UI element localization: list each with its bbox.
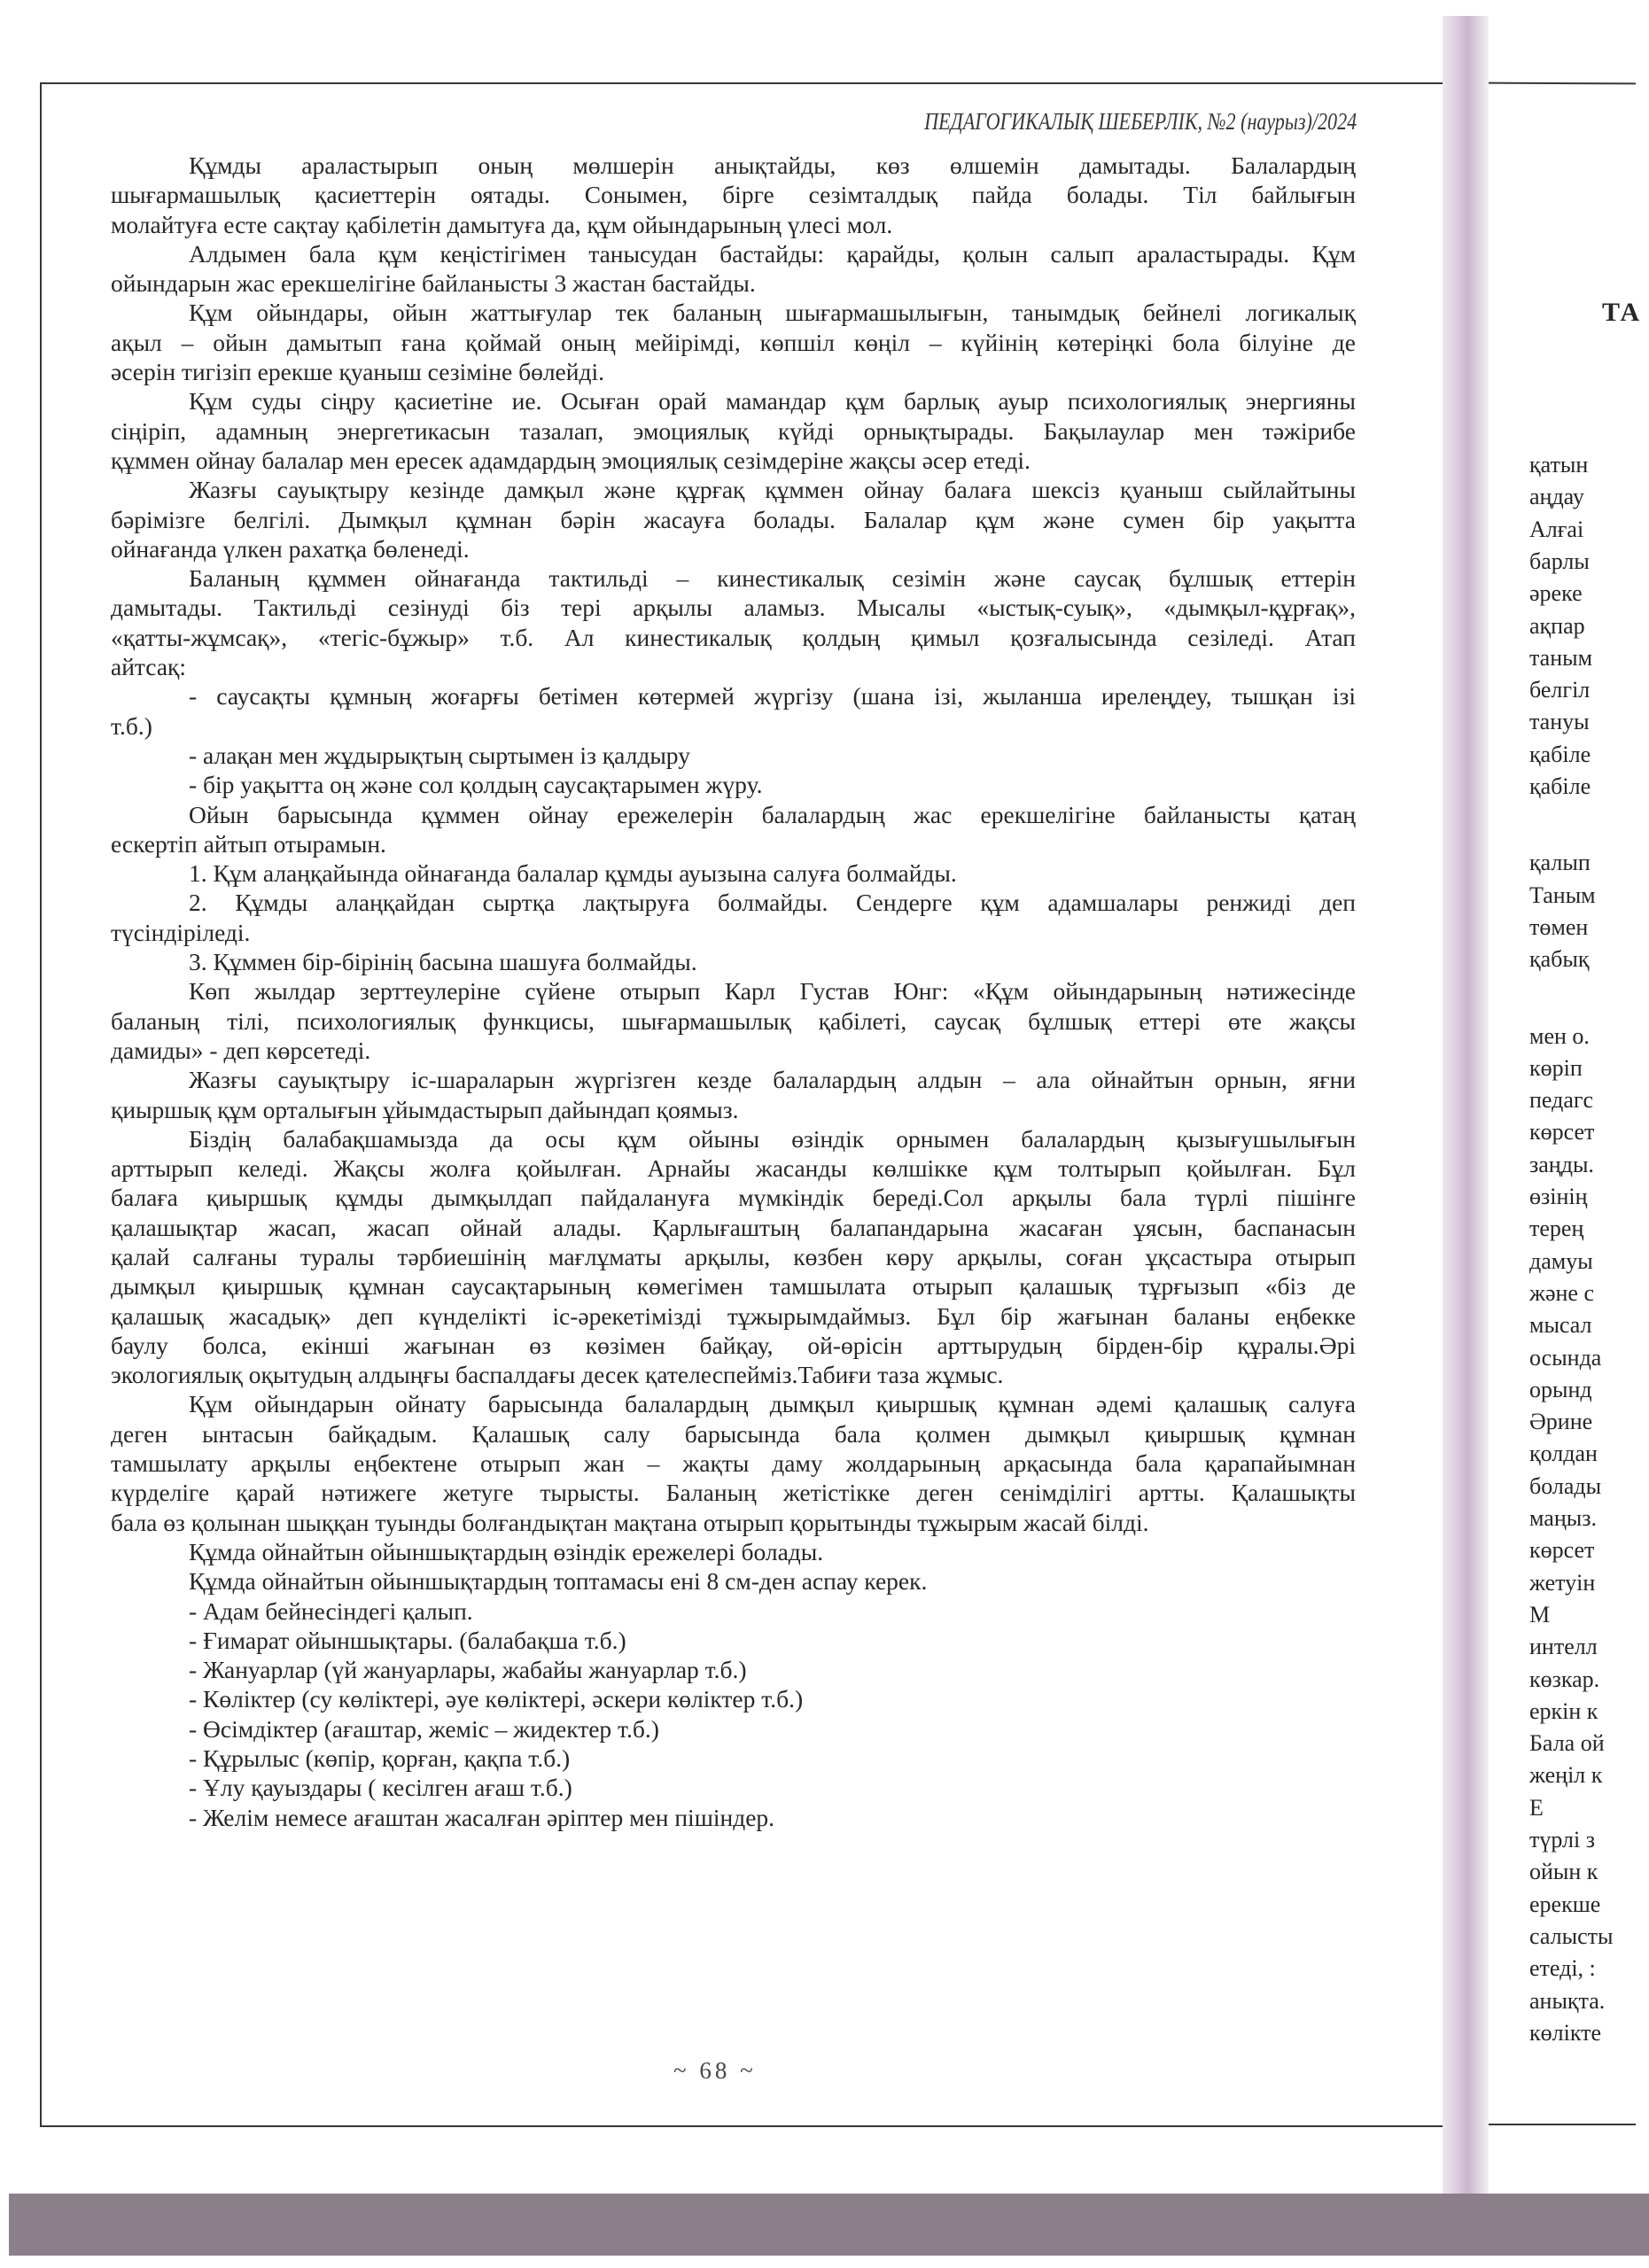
- text-line: Баланың құммен ойнағанда тактильді – кинестикалық сезімін және саусақ бұлшық еттерін: [189, 564, 1356, 593]
- text-line: - бір уақытта оң және сол қолдың саусақтарымен жүру.: [189, 771, 763, 799]
- text-line: қиыршық құм орталығын ұйымдастырып дайындап қоямыз.: [111, 1095, 739, 1123]
- text-line: дамытады. Тактильді сезінуді біз тері арқылы аламыз. Мысалы «ыстық-суық», «дымқыл-құрғақ»,: [111, 594, 1356, 622]
- right-page-line: еркін к: [1529, 1697, 1598, 1724]
- scanner-edge-band: [9, 2194, 1649, 2256]
- right-page-line: жеңіл к: [1529, 1762, 1603, 1789]
- right-page-line: орынд: [1529, 1376, 1592, 1402]
- text-line: 1. Құм алаңқайында ойнағанда балалар құмды ауызына салуға болмайды.: [189, 859, 957, 888]
- right-page-line: қабіле: [1529, 741, 1591, 767]
- text-line: Құм ойындарын ойнату барысында балалардың дымқыл қиыршық құмнан әдемі қалашық салуға: [189, 1390, 1356, 1418]
- text-line: Құмды араластырып оның мөлшерін анықтайды, көз өлшемін дамытады. Балалардың: [189, 151, 1356, 179]
- right-page-line: қабық: [1529, 946, 1590, 973]
- text-line: арттырып келеді. Жақсы жолға қойылған. Арнайы жасанды көлшікке құм толтырып қойылған. Бұл: [111, 1154, 1356, 1183]
- right-page-line: қалып: [1529, 850, 1591, 876]
- right-page-line: интелл: [1529, 1634, 1598, 1660]
- text-line: Алдымен бала құм кеңістігімен танысудан бастайды: қарайды, қолын салып араластырады. Құм: [189, 239, 1356, 268]
- text-line: ойнағанда үлкен рахатқа бөленеді.: [111, 534, 470, 563]
- right-page-line: Е: [1529, 1794, 1544, 1821]
- text-line: Біздің балабақшамызда да осы құм ойыны өзіндік орнымен балалардың қызығушылығын: [189, 1124, 1356, 1153]
- text-line: сіңіріп, адамның энергетикасын тазалап, эмоциялық күйді орнықтырады. Бақылаулар мен тәжірибе: [111, 416, 1356, 445]
- right-page-line: Әрине: [1529, 1409, 1593, 1435]
- right-page-line: мен о.: [1529, 1022, 1590, 1049]
- text-line: - Құрылыс (көпір, қорған, қақпа т.б.): [189, 1744, 571, 1773]
- text-line: Ойын барысында құммен ойнау ережелерін балалардың жас ерекшелігіне байланысты қатаң: [189, 800, 1356, 828]
- article-body: [111, 151, 1356, 1832]
- right-page-line: маңыз.: [1529, 1505, 1597, 1531]
- text-line: - Ұлу қауыздары ( кесілген ағаш т.б.): [189, 1774, 572, 1802]
- text-line: баулу болса, екінші жағынан өз көзімен байқау, ой-өрісін арттырудың бірден-бір құралы.Әрі: [111, 1331, 1356, 1359]
- right-page-line: қатын: [1529, 452, 1589, 478]
- right-page-line: дамуы: [1529, 1247, 1593, 1274]
- right-page-line: әреке: [1529, 580, 1583, 607]
- right-page-line: көрсет: [1529, 1537, 1595, 1564]
- right-page-line: жетуін: [1529, 1569, 1596, 1596]
- text-line: «қатты-жұмсақ», «тегіс-бұжыр» т.б. Ал кинестикалық қолдың қимыл қозғалысында сезіледі. Атап: [111, 623, 1356, 651]
- text-line: ойындарын жас ерекшелігіне байланысты 3 жастан бастайды.: [111, 269, 756, 298]
- text-line: - алақан мен жұдырықтың сыртымен із қалдыру: [189, 741, 690, 769]
- right-page-line: анықта.: [1529, 1987, 1606, 2014]
- text-line: Құм ойындары, ойын жаттығулар тек баланың шығармашылығын, танымдық бейнелі логикалық: [189, 299, 1356, 327]
- right-page-line: ерекше: [1529, 1891, 1601, 1917]
- page-number: ~ 68 ~: [673, 2057, 757, 2084]
- right-page-line: М: [1529, 1601, 1551, 1627]
- right-page-line: таным: [1529, 644, 1593, 671]
- text-line: Құмда ойнайтын ойыншықтардың өзіндік ережелері болады.: [189, 1537, 824, 1565]
- right-page-line: қолдан: [1529, 1441, 1598, 1467]
- right-page-line: осында: [1529, 1344, 1602, 1371]
- text-line: - Ғимарат ойыншықтары. (балабақша т.б.): [189, 1626, 626, 1654]
- book-spine-shadow: [1443, 16, 1489, 2204]
- text-line: экологиялық оқытудың алдыңғы баспалдағы десек қателеспейміз.Табиғи таза жұмыс.: [111, 1361, 1004, 1389]
- right-page-line: тануы: [1529, 709, 1590, 735]
- right-page-line: педагс: [1529, 1087, 1594, 1114]
- running-header: ПЕДАГОГИКАЛЫҚ ШЕБЕРЛІК, №2 (наурыз)/2024: [923, 108, 1357, 135]
- text-line: дымқыл қиыршық құмнан саусақтарының көмегімен тамшылата отырып қалашық тұрғызып «біз де: [111, 1272, 1356, 1301]
- text-line: - Жануарлар (үй жануарлары, жабайы жануарлар т.б.): [189, 1656, 747, 1684]
- text-line: тамшылату арқылы еңбектене отырып жан – жақты даму жолдарының арқасында бала қарапайымнан: [111, 1449, 1356, 1478]
- text-line: баланың тілі, психологиялық функцисы, шығармашылық қабілеті, саусақ бұлшық еттері өте жақсы: [111, 1006, 1356, 1035]
- right-page-line: аңдау: [1529, 484, 1584, 510]
- text-line: Жазғы сауықтыру іс-шараларын жүргізген кезде балалардың алдын – ала ойнайтын орнын, яғни: [189, 1066, 1356, 1094]
- right-page-line: болады: [1529, 1472, 1602, 1499]
- right-page-line: ақпар: [1529, 612, 1585, 639]
- text-line: бәрімізге белгілі. Дымқыл құмнан бәрін жасауға болады. Балалар құм және сумен бір уақытта: [111, 505, 1356, 533]
- right-page-fragment: [1511, 0, 1649, 2188]
- text-line: деген ынтасын байқадым. Қалашық салу барысында бала қолмен дымқыл қиыршық құмнан: [111, 1419, 1356, 1448]
- right-page-line: барлы: [1529, 548, 1590, 574]
- text-line: шығармашылық қасиеттерін оятады. Сонымен, бірге сезімталдық пайда болады. Тіл байлығын: [111, 181, 1356, 209]
- text-line: - Көліктер (су көліктері, әуе көліктері, әскери көліктер т.б.): [189, 1685, 804, 1713]
- text-line: Құмда ойнайтын ойыншықтардың топтамасы ені 8 см-ден аспау керек.: [189, 1567, 928, 1596]
- text-line: - Адам бейнесіндегі қалып.: [189, 1596, 473, 1625]
- right-page-line: қабіле: [1529, 773, 1591, 799]
- right-page-line: өзінің: [1529, 1184, 1588, 1209]
- right-page-line: заңды.: [1529, 1151, 1594, 1177]
- text-line: қалай салғаны туралы тәрбиешінің мағлұматы арқылы, көзбен көру арқылы, соған ұқсастыра отырып: [111, 1242, 1356, 1270]
- right-page-line: етеді, :: [1529, 1955, 1596, 1982]
- text-line: 2. Құмды алаңқайдан сыртқа лақтыруға болмайды. Сендерге құм адамшалары ренжиді деп: [189, 889, 1356, 917]
- text-line: ескертіп айтып отырамын.: [111, 829, 386, 858]
- right-page-line: белгіл: [1529, 677, 1591, 703]
- right-page-line: көріп: [1529, 1054, 1583, 1081]
- text-line: қалашықтар жасап, жасап ойнай алады. Қарлығаштың балапандарына жасаған ұясын, баспанасын: [111, 1213, 1356, 1241]
- text-line: бала өз қолынан шыққан туынды болғандықтан мақтана отырып қорытынды тұжырым жасай білді.: [111, 1508, 1149, 1536]
- right-page-line: мысал: [1529, 1312, 1592, 1339]
- right-page-line: Таным: [1529, 882, 1596, 908]
- text-line: - Желім немесе ағаштан жасалған әріптер мен пішіндер.: [189, 1803, 775, 1831]
- text-line: - саусақты құмның жоғарғы бетімен көтермей жүргізу (шана ізі, жыланша ирелеңдеу, тышқан ізі: [189, 682, 1356, 711]
- text-line: әсерін тигізіп ерекше қуаныш сезіміне бөлейді.: [111, 358, 604, 386]
- text-line: қалашық жасадық» деп күнделікті іс-әрекетімізді тұжырымдаймыз. Бұл бір жағынан баланы еңбекке: [111, 1301, 1356, 1330]
- text-line: құммен ойнау балалар мен ересек адамдардың эмоциялық сезімдеріне жақсы әсер етеді.: [111, 446, 1031, 474]
- text-line: дамиды» - деп көрсетеді.: [111, 1036, 371, 1064]
- text-line: - Өсімдіктер (ағаштар, жеміс – жидектер т.б.): [189, 1714, 659, 1743]
- right-page-line: көзкар.: [1529, 1666, 1600, 1692]
- text-line: Жазғы сауықтыру кезінде дамқыл және құрғақ құммен ойнау балаға шексіз қуаныш сыйлайтыны: [189, 476, 1356, 504]
- right-page-line: төмен: [1529, 913, 1589, 940]
- text-line: түсіндіріледі.: [111, 918, 251, 946]
- text-line: т.б.): [111, 711, 152, 740]
- right-page-line: көлікте: [1529, 2019, 1602, 2046]
- text-line: балаға қиыршық құмды дымқылдап пайдалануға мүмкіндік береді.Сол арқылы бала түрлі пішінге: [111, 1184, 1356, 1212]
- text-line: күрделіге қарай нәтижеге жетуге тырысты. Баланың жетістікке деген сенімділігі артты. Қалашықты: [111, 1479, 1356, 1507]
- right-page-line: терең: [1529, 1216, 1584, 1242]
- text-line: айтсақ:: [111, 653, 187, 681]
- right-page-line: түрлі з: [1529, 1827, 1595, 1852]
- text-line: Көп жылдар зерттеулеріне сүйене отырып Карл Густав Юнг: «Құм ойындарының нәтижесінде: [189, 977, 1356, 1006]
- right-page-line: Алғаі: [1529, 516, 1584, 542]
- text-line: Құм суды сіңру қасиетіне ие. Осыған орай мамандар құм барлық ауыр психологиялық энергияны: [189, 387, 1356, 416]
- right-page-line: ойын к: [1529, 1859, 1598, 1885]
- text-line: 3. Құммен бір-бірінің басына шашуға болмайды.: [189, 948, 697, 976]
- right-page-line: көрсет: [1529, 1119, 1595, 1146]
- text-line: ақыл – ойын дамытып ғана қоймай оның мейірімді, көпшіл көңіл – күйінің көтеріңкі бола білуіне де: [111, 328, 1356, 356]
- right-page-title: ТА: [1602, 298, 1642, 327]
- right-page-line: және с: [1529, 1279, 1594, 1306]
- right-page-line: Бала ой: [1529, 1730, 1605, 1757]
- right-page-line: салысты: [1529, 1922, 1614, 1949]
- text-line: молайтуға есте сақтау қабілетін дамытуға да, құм ойындарының үлесі мол.: [111, 210, 893, 238]
